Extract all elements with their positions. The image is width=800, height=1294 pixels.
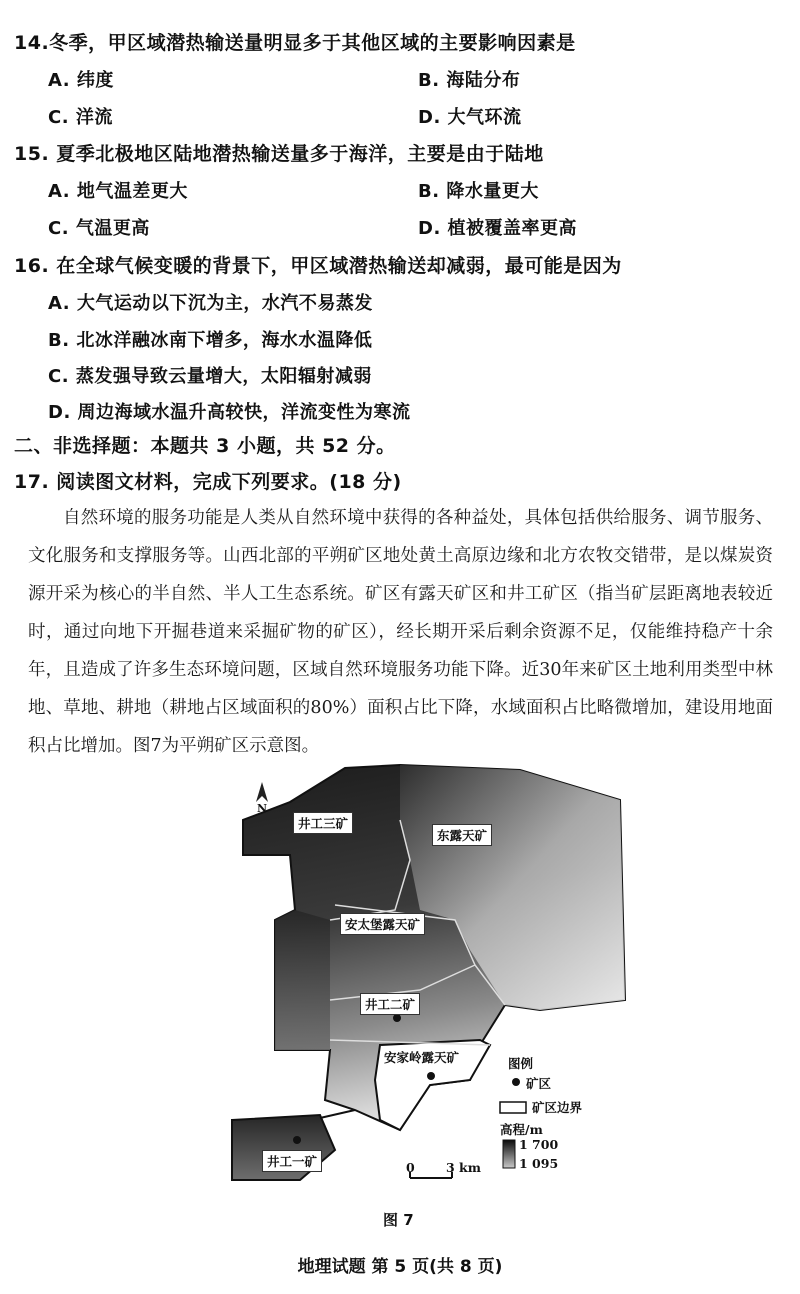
- pingshuo-mine-map: [0, 760, 800, 1200]
- question-17-stem: 17. 阅读图文材料，完成下列要求。(18 分): [14, 471, 402, 493]
- q15-option-b: B. 降水量更大: [418, 181, 539, 202]
- q15-option-c: C. 气温更高: [48, 218, 150, 239]
- q16-option-b: B. 北冰洋融冰南下增多，海水水温降低: [48, 330, 373, 351]
- legend-elevation-bar: [503, 1140, 515, 1168]
- label-anjialing: 安家岭露天矿: [384, 1050, 460, 1065]
- q14-option-b: B. 海陆分布: [418, 70, 521, 91]
- q16-option-d: D. 周边海域水温升高较快，洋流变性为寒流: [48, 402, 411, 423]
- legend-elevation-low: 1 095: [519, 1156, 559, 1171]
- label-mine-3: 井工三矿: [293, 812, 353, 834]
- legend-boundary-label: 矿区边界: [532, 1100, 583, 1115]
- legend-elevation-title: 高程/m: [500, 1122, 543, 1137]
- scale-km-label: 3 km: [446, 1160, 481, 1175]
- legend-boundary-icon: [500, 1102, 526, 1113]
- anjialing-dot-icon: [427, 1072, 435, 1080]
- mine-1-dot-icon: [293, 1136, 301, 1144]
- q14-option-d: D. 大气环流: [418, 107, 522, 128]
- legend-elevation-high: 1 700: [519, 1137, 559, 1152]
- label-east-open-pit: 东露天矿: [432, 824, 492, 846]
- q16-option-a: A. 大气运动以下沉为主，水汽不易蒸发: [48, 293, 373, 314]
- question-16-stem: 16. 在全球气候变暖的背景下，甲区域潜热输送却减弱，最可能是因为: [14, 255, 622, 277]
- section-two-heading: 二、非选择题：本题共 3 小题，共 52 分。: [14, 435, 396, 457]
- q17-paragraph-text: 自然环境的服务功能是人类从自然环境中获得的各种益处，具体包括供给服务、调节服务、文化服务和支撑服务等。山西北部的平朔矿区地处黄土高原边缘和北方农牧交错带，是以煤炭资源开采为核心的半自然、半人工生态系统。矿区有露天矿区和井工矿区（指当矿层距离地表较近时，通过向地下开掘巷道来采掘矿物的矿区），经长期开采后剩余资源不足，仅能维持稳产十余年，且造成了许多生态环境问题，区域自然环境服务功能下降。近30年来矿区土地利用类型中林地、草地、耕地（耕地占区域面积的80%）面积占比下降，水域面积占比略微增加，建设用地面积占比增加。图7为平朔矿区示意图。: [28, 508, 773, 756]
- q14-option-a: A. 纬度: [48, 70, 114, 91]
- legend-mine-dot-icon: [512, 1078, 520, 1086]
- mine-2-dot-icon: [393, 1014, 401, 1022]
- question-14-stem: 14.冬季，甲区域潜热输送量明显多于其他区域的主要影响因素是: [14, 32, 576, 54]
- q15-option-d: D. 植被覆盖率更高: [418, 218, 578, 239]
- legend-title: 图例: [508, 1056, 534, 1071]
- north-label: N: [257, 802, 268, 815]
- q17-material-paragraph: [28, 499, 773, 765]
- q15-option-a: A. 地气温差更大: [48, 181, 188, 202]
- q14-option-c: C. 洋流: [48, 107, 113, 128]
- scale-zero-label: 0: [406, 1160, 415, 1175]
- q16-option-c: C. 蒸发强导致云量增大，太阳辐射减弱: [48, 366, 372, 387]
- figure-caption: 图 7: [383, 1211, 414, 1229]
- page-footer: 地理试题 第 5 页(共 8 页): [297, 1257, 503, 1277]
- label-antaibao: 安太堡露天矿: [340, 913, 425, 935]
- label-mine-2: 井工二矿: [360, 993, 420, 1015]
- west-strip-terrain: [275, 910, 330, 1050]
- question-15-stem: 15. 夏季北极地区陆地潜热输送量多于海洋，主要是由于陆地: [14, 143, 544, 165]
- legend-mine-label: 矿区: [526, 1076, 552, 1091]
- mine-1-connector: [320, 1110, 355, 1118]
- figure-7-map: [0, 760, 800, 1200]
- label-mine-1: 井工一矿: [262, 1150, 322, 1172]
- north-arrow-icon: [256, 782, 268, 802]
